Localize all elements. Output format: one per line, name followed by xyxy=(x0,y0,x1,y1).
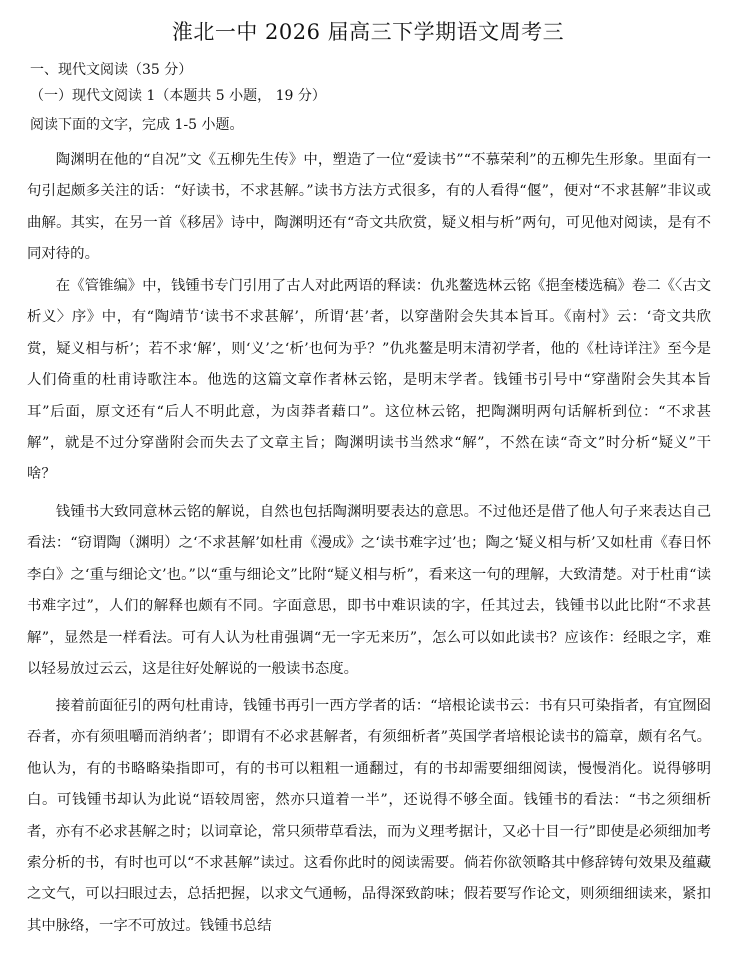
paragraph-4: 接着前面征引的两句杜甫诗，钱锺书再引一西方学者的话：“培根论读书云：书有只可染指者，有宜囫囵吞者，亦有须咀嚼而消纳者’；即谓有不必求甚解者，有须细析者”英国学者培根论读书的篇章，颇有名气。他认为，有的书略略染指即可，有的书可以粗粗一通翻过，有的书却需要细细阅读，慢慢消化。说得够明白。可钱锺书却认为此说“语较周密，然亦只道着一半”，还说得不够全面。钱锺书的看法：“书之须细析者，亦有不必求甚解之时；以词章论，常只须带草看法，而为义理考据计，又必十目一行”即使是必须细加考索分析的书，有时也可以“不求甚解”读过。这看你此时的阅读需要。倘若你欲领略其中修辞铸句效果及蕴藏之文气，可以扫眼过去，总括把握，以求文气通畅，品得深致韵味；假若要写作论文，则须细细读来，紧扣其中脉络，一字不可放过。钱锺书总结 xyxy=(27,698,711,934)
reading-instruction: 阅读下面的文字，完成 1-5 小题。 xyxy=(30,117,244,133)
paragraph-2: 在《管锥编》中，钱锺书专门引用了古人对此两语的释读：仇兆鳌选林云铭《挹奎楼选稿》卷二《〈古文析义〉序》中，有“陶靖节‘读书不求甚解’，所谓‘甚’者，以穿凿附会失其本旨耳。《南村》云：‘奇文共欣赏，疑义相与析’；若不求‘解’，则‘义’之‘析’也何为乎？”仇兆鳌是明末清初学者，他的《杜诗详注》至今是人们倚重的杜甫诗歌注本。他选的这篇文章作者林云铭，是明末学者。钱锺书引号中“穿凿附会失其本旨耳”后面，原文还有“后人不明此意，为卤莽者藉口”。这位林云铭，把陶渊明两句话解析到位：“不求甚解”，就是不过分穿凿附会而失去了文章主旨；陶渊明读书当然求“解”，不然在读“奇文”时分析“疑义”干啥？ xyxy=(27,278,711,483)
subsection-heading: （一）现代文阅读 1（本题共 5 小题， 19 分） xyxy=(30,88,326,104)
section-heading: 一、现代文阅读（35 分） xyxy=(30,62,193,78)
exam-title: 淮北一中 2026 届高三下学期语文周考三 xyxy=(171,20,565,44)
paragraph-1: 陶渊明在他的“自况”文《五柳先生传》中，塑造了一位“爱读书”“不慕荣利”的五柳先生形象。里面有一句引起颇多关注的话：“好读书，不求甚解。”读书方法方式很多，有的人看得“偃”，便对“不求甚解”非议或曲解。其实，在另一首《移居》诗中，陶渊明还有“奇文共欣赏，疑义相与析”两句，可见他对阅读，是有不同对待的。 xyxy=(27,152,711,263)
paragraph-3: 钱锺书大致同意林云铭的解说，自然也包括陶渊明要表达的意思。不过他还是借了他人句子来表达自己看法：“窃谓陶（渊明）之‘不求甚解’如杜甫《漫成》之‘读书难字过’也；陶之‘疑义相与析’又如杜甫《春日怀李白》之‘重与细论文’也。”以“重与细论文”比附“疑义相与析”，看来这一句的理解，大致清楚。对于杜甫“读书难字过”，人们的解释也颇有不同。字面意思，即书中难识读的字，任其过去，钱锺书以此比附“不求甚解”，显然是一样看法。可有人认为杜甫强调“无一字无来历”，怎么可以如此读书？应该作：经眼之字，难以轻易放过云云，这是往好处解说的一般读书态度。 xyxy=(27,504,711,678)
